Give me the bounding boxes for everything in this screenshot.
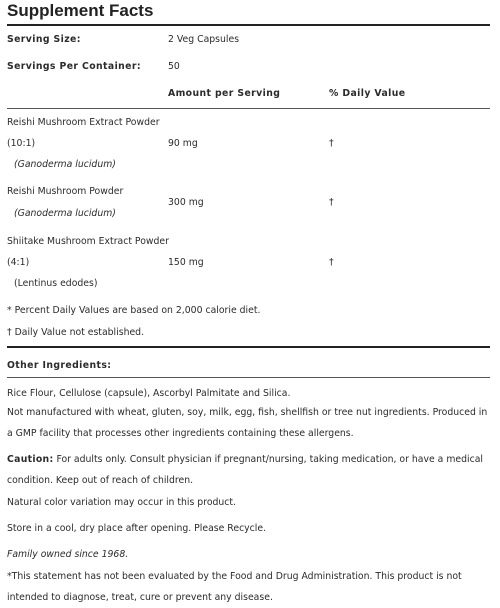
serving-size-label: Serving Size: xyxy=(7,34,81,45)
ingredient-name: Reishi Mushroom Powder xyxy=(7,186,124,197)
caution-label: Caution: xyxy=(7,454,54,465)
amount-column-header: Amount per Serving xyxy=(168,88,281,99)
ingredient-daily-value: † xyxy=(329,257,334,268)
ingredient-latin-name: (Ganoderma lucidum) xyxy=(14,208,116,219)
storage-note: Store in a cool, dry place after opening. Please Recycle. xyxy=(7,523,267,534)
percent-daily-footnote: * Percent Daily Values are based on 2,000 calorie diet. xyxy=(7,305,261,316)
ingredient-name: Reishi Mushroom Extract Powder xyxy=(7,117,160,128)
ingredient-ratio: (4:1) xyxy=(7,257,30,268)
ingredient-ratio: (10:1) xyxy=(7,138,36,149)
ingredient-latin-name: (Ganoderma lucidum) xyxy=(14,159,116,170)
caution-text: For adults only. Consult physician if pregnant/nursing, taking medication, or have a medical condition. Keep out of reach of children. xyxy=(7,454,483,486)
ingredient-latin-name: (Lentinus edodes) xyxy=(14,278,98,289)
other-ingredients-heading: Other Ingredients: xyxy=(7,360,112,371)
header-divider xyxy=(7,108,490,109)
ingredient-amount: 300 mg xyxy=(168,197,204,208)
servings-per-container-value: 50 xyxy=(168,61,180,72)
page-title: Supplement Facts xyxy=(7,1,154,20)
section-divider xyxy=(7,346,490,348)
ingredient-name: Shiitake Mushroom Extract Powder xyxy=(7,236,169,247)
ingredient-daily-value: † xyxy=(329,197,334,208)
servings-per-container-label: Servings Per Container: xyxy=(7,61,141,72)
dagger-footnote: † Daily Value not established. xyxy=(7,327,145,338)
other-ingredients-list: Rice Flour, Cellulose (capsule), Ascorbyl Palmitate and Silica. xyxy=(7,388,291,399)
other-ingredients-divider xyxy=(7,377,490,378)
ingredient-daily-value: † xyxy=(329,138,334,149)
serving-size-value: 2 Veg Capsules xyxy=(168,34,240,45)
allergen-statement: Not manufactured with wheat, gluten, soy, milk, egg, fish, shellfish or tree nut ingredients. Produced in a GMP facility that processes other ingredients containing these allergens. xyxy=(7,407,488,439)
caution-statement xyxy=(7,449,491,491)
family-owned-note: Family owned since 1968. xyxy=(7,549,129,560)
title-divider xyxy=(7,24,490,26)
daily-value-column-header: % Daily Value xyxy=(329,88,406,99)
fda-disclaimer: *This statement has not been evaluated by the Food and Drug Administration. This product is not intended to diagnose, treat, cure or prevent any disease. xyxy=(7,571,462,603)
color-variation-note: Natural color variation may occur in this product. xyxy=(7,497,237,508)
ingredient-amount: 150 mg xyxy=(168,257,204,268)
ingredient-amount: 90 mg xyxy=(168,138,198,149)
